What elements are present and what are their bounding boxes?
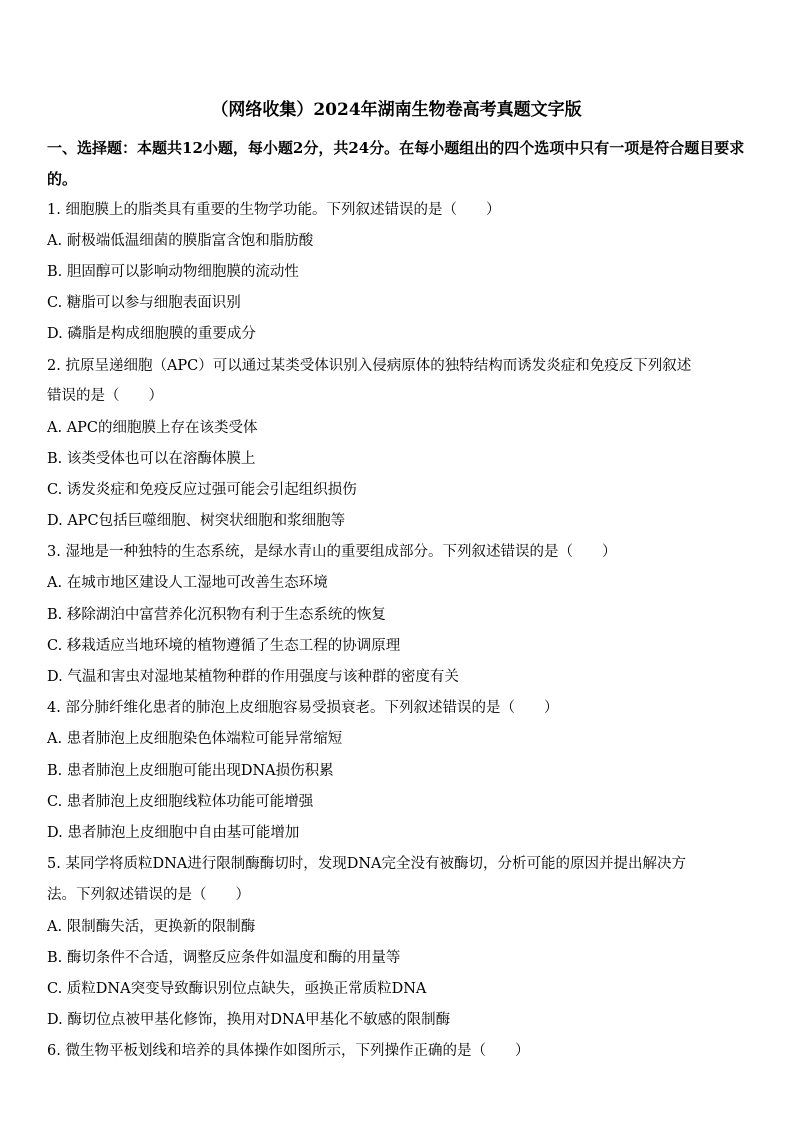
question-5-stem-line-2: 法。下列叙述错误的是（ ） (47, 887, 250, 903)
question-3-stem: 3. 湿地是一种独特的生态系统，是绿水青山的重要组成部分。下列叙述错误的是（ ） (47, 544, 617, 560)
question-2-option-c: C. 诱发炎症和免疫反应过强可能会引起组织损伤 (47, 482, 357, 498)
question-4-option-c: C. 患者肺泡上皮细胞线粒体功能可能增强 (47, 794, 314, 810)
question-4-option-a: A. 患者肺泡上皮细胞染色体端粒可能异常缩短 (47, 731, 343, 747)
question-2-option-d: D. APC包括巨噬细胞、树突状细胞和浆细胞等 (47, 513, 346, 529)
question-5-option-d: D. 酶切位点被甲基化修饰，换用对DNA甲基化不敏感的限制酶 (47, 1012, 451, 1028)
question-4-stem: 4. 部分肺纤维化患者的肺泡上皮细胞容易受损衰老。下列叙述错误的是（ ） (47, 700, 559, 716)
question-5-stem-line-1: 5. 某同学将质粒DNA进行限制酶酶切时，发现DNA完全没有被酶切，分析可能的原因并提出解决方 (47, 856, 687, 872)
page-title: （网络收集）2024年湖南生物卷高考真题文字版 (211, 100, 582, 120)
question-3-option-d: D. 气温和害虫对湿地某植物种群的作用强度与该种群的密度有关 (47, 669, 459, 685)
question-1-option-a: A. 耐极端低温细菌的膜脂富含饱和脂肪酸 (47, 233, 314, 249)
question-2-option-a: A. APC的细胞膜上存在该类受体 (47, 420, 258, 436)
question-5-option-c: C. 质粒DNA突变导致酶识别位点缺失，亟换正常质粒DNA (47, 981, 427, 997)
question-1-option-b: B. 胆固醇可以影响动物细胞膜的流动性 (47, 264, 299, 280)
question-3-option-c: C. 移栽适应当地环境的植物遵循了生态工程的协调原理 (47, 638, 401, 654)
question-1-stem: 1. 细胞膜上的脂类具有重要的生物学功能。下列叙述错误的是（ ） (47, 202, 501, 218)
question-6-stem: 6. 微生物平板划线和培养的具体操作如图所示，下列操作正确的是（ ） (47, 1043, 530, 1059)
question-2-option-b: B. 该类受体也可以在溶酶体膜上 (47, 451, 256, 467)
question-3-option-b: B. 移除湖泊中富营养化沉积物有利于生态系统的恢复 (47, 607, 386, 623)
question-1-option-d: D. 磷脂是构成细胞膜的重要成分 (47, 326, 256, 342)
question-2-stem-line-1: 2. 抗原呈递细胞（APC）可以通过某类受体识别入侵病原体的独特结构而诱发炎症和免疫反下列叙述 (47, 358, 692, 374)
question-4-option-b: B. 患者肺泡上皮细胞可能出现DNA损伤积累 (47, 763, 334, 779)
question-4-option-d: D. 患者肺泡上皮细胞中自由基可能增加 (47, 825, 300, 841)
section-header: 一、选择题：本题共12小题，每小题2分，共24分。在每小题组出的四个选项中只有一项是符合题目要求的。 (47, 139, 745, 188)
question-5-option-a: A. 限制酶失活，更换新的限制酶 (47, 919, 256, 935)
question-5-option-b: B. 酶切条件不合适，调整反应条件如温度和酶的用量等 (47, 950, 401, 966)
question-3-option-a: A. 在城市地区建设人工湿地可改善生态环境 (47, 575, 328, 591)
question-2-stem-line-2: 错误的是（ ） (47, 388, 163, 404)
question-1-option-c: C. 糖脂可以参与细胞表面识别 (47, 295, 241, 311)
